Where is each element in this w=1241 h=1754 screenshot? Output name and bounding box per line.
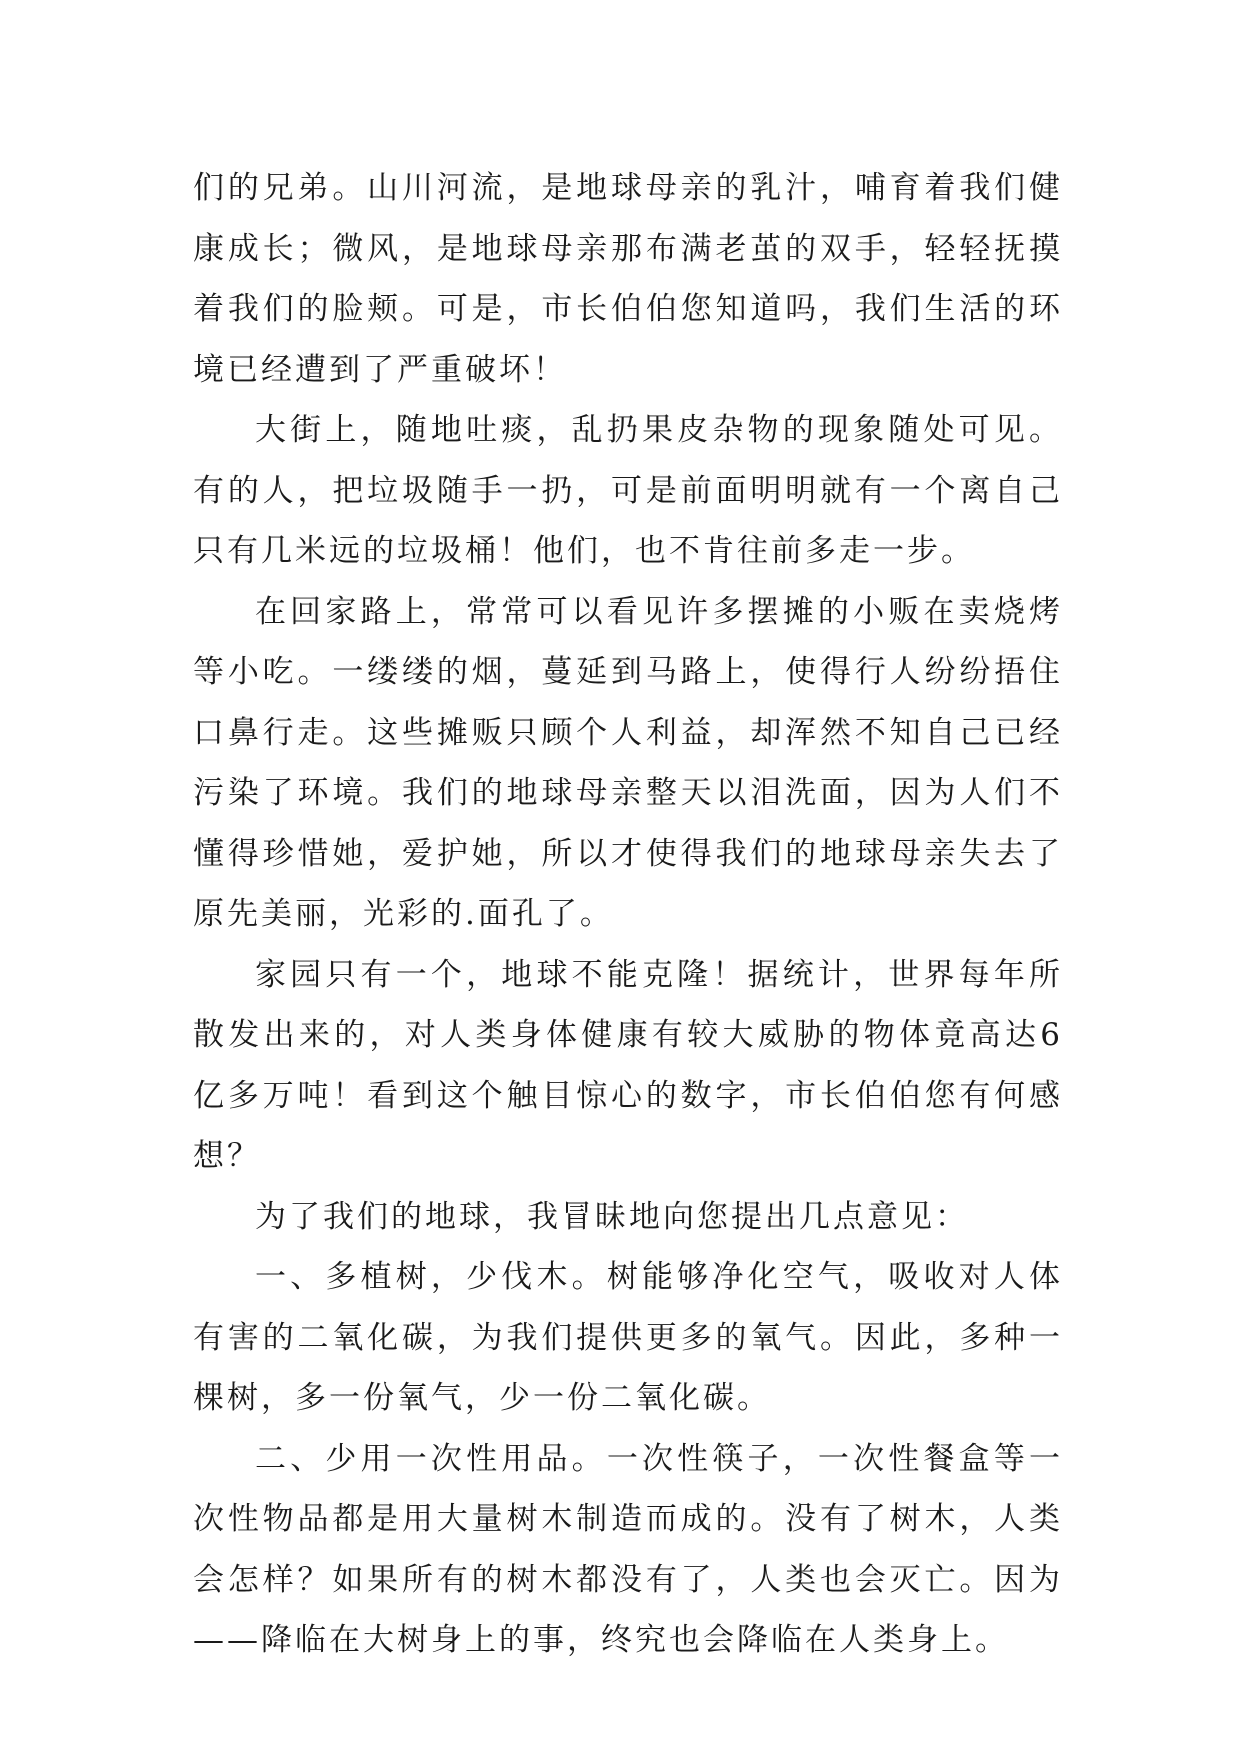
paragraph-street-vendors: 在回家路上，常常可以看见许多摆摊的小贩在卖烧烤等小吃。一缕缕的烟，蔓延到马路上，使得行人纷纷捂住口鼻行走。这些摊贩只顾个人利益，却浑然不知自己已经污染了环境。我们的地球母亲整天以泪洗面，因为人们不懂得珍惜她，爱护她，所以才使得我们的地球母亲失去了原先美丽，光彩的.面孔了。 — [193, 593, 1063, 932]
paragraph-suggestions-intro: 为了我们的地球，我冒昧地向您提出几点意见： — [255, 1198, 969, 1235]
paragraph-suggestion-one: 一、多植树，少伐木。树能够净化空气，吸收对人体有害的二氧化碳，为我们提供更多的氧气。因此，多种一棵树，多一份氧气，少一份二氧化碳。 — [193, 1259, 1063, 1416]
paragraph-continued: 们的兄弟。山川河流，是地球母亲的乳汁，哺育着我们健康成长；微风，是地球母亲那布满老茧的双手，轻轻抚摸着我们的脸颊。可是，市长伯伯您知道吗，我们生活的环境已经遭到了严重破坏！ — [193, 170, 1063, 388]
paragraph-suggestion-two: 二、少用一次性用品。一次性筷子，一次性餐盒等一次性物品都是用大量树木制造而成的。没有了树木，人类会怎样？如果所有的树木都没有了，人类也会灭亡。因为——降临在大树身上的事，终究也会降临在人类身上。 — [193, 1440, 1063, 1658]
paragraph-street-litter: 大街上，随地吐痰，乱扔果皮杂物的现象随处可见。有的人，把垃圾随手一扔，可是前面明明就有一个离自己只有几米远的垃圾桶！他们，也不肯往前多走一步。 — [193, 412, 1063, 569]
letter-body — [193, 158, 1063, 1671]
paragraph-statistics: 家园只有一个，地球不能克隆！据统计，世界每年所散发出来的，对人类身体健康有较大威胁的物体竟高达6亿多万吨！看到这个触目惊心的数字，市长伯伯您有何感想？ — [193, 956, 1063, 1174]
